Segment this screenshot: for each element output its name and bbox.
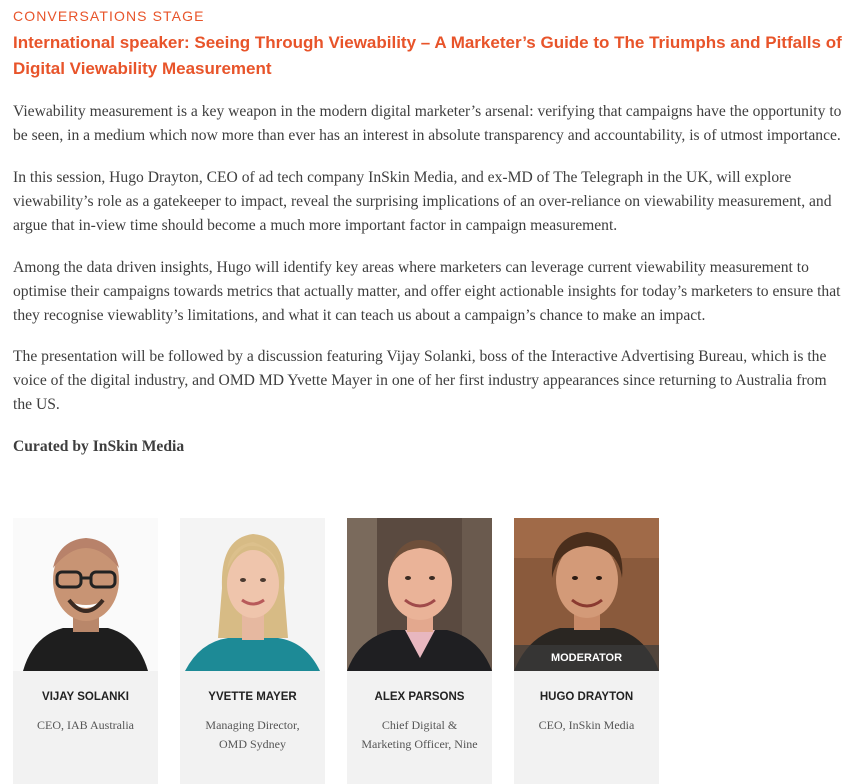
speaker-photo bbox=[13, 518, 158, 671]
speaker-card[interactable] bbox=[13, 518, 158, 784]
session-title: International speaker: Seeing Through Viewability – A Marketer’s Guide to The Triumphs and Pitfalls of Digital Viewability Measurement bbox=[13, 33, 842, 78]
speaker-name: HUGO DRAYTON bbox=[539, 691, 634, 703]
stage-label: CONVERSATIONS STAGE bbox=[13, 8, 205, 24]
speaker-card[interactable] bbox=[180, 518, 325, 784]
session-paragraph: Viewability measurement is a key weapon in the modern digital marketer’s arsenal: verifying that campaigns have the opportunity to be seen, in a medium which now more than ever has an interest in absolute transparency and accountability, is of utmost importance. bbox=[13, 103, 842, 144]
speaker-photo bbox=[347, 518, 492, 671]
speaker-role: Chief Digital & Marketing Officer, Nine bbox=[361, 718, 478, 751]
curated-by: Curated by InSkin Media bbox=[13, 438, 185, 455]
speaker-role: Managing Director, OMD Sydney bbox=[205, 718, 300, 751]
speaker-role: CEO, InSkin Media bbox=[538, 718, 635, 732]
speaker-grid bbox=[13, 518, 673, 784]
session-paragraph: The presentation will be followed by a discussion featuring Vijay Solanki, boss of the Interactive Advertising Bureau, which is the voice of the digital industry, and OMD MD Yvette Mayer in one of her first industry appearances since returning to Australia from the US. bbox=[13, 348, 827, 413]
speaker-name: VIJAY SOLANKI bbox=[42, 691, 129, 703]
speaker-name: ALEX PARSONS bbox=[374, 691, 465, 703]
speaker-role: CEO, IAB Australia bbox=[37, 718, 134, 732]
speaker-portrait-image bbox=[180, 518, 325, 671]
moderator-badge: MODERATOR bbox=[514, 645, 659, 671]
session-block bbox=[13, 8, 845, 459]
speaker-photo bbox=[180, 518, 325, 671]
session-paragraph: Among the data driven insights, Hugo will identify key areas where marketers can leverage current viewability measurement to optimise their campaigns towards metrics that actually matter, and offer eight actionable insights for today’s marketers to ensure that they recognise viewablity’s limitations, and what it can teach us about a campaign’s chance to make an impact. bbox=[13, 259, 841, 324]
speaker-name: YVETTE MAYER bbox=[208, 691, 297, 703]
session-paragraph: In this session, Hugo Drayton, CEO of ad tech company InSkin Media, and ex-MD of The Telegraph in the UK, will explore viewability’s role as a gatekeeper to impact, reveal the surprising implications of an over-reliance on viewability measurement, and argue that in-view time should become a much more important factor in campaign measurement. bbox=[13, 169, 832, 234]
speaker-portrait-image bbox=[13, 518, 158, 671]
speaker-card[interactable] bbox=[347, 518, 492, 784]
speaker-photo bbox=[514, 518, 659, 671]
speaker-card[interactable] bbox=[514, 518, 659, 784]
speaker-portrait-image bbox=[347, 518, 492, 671]
